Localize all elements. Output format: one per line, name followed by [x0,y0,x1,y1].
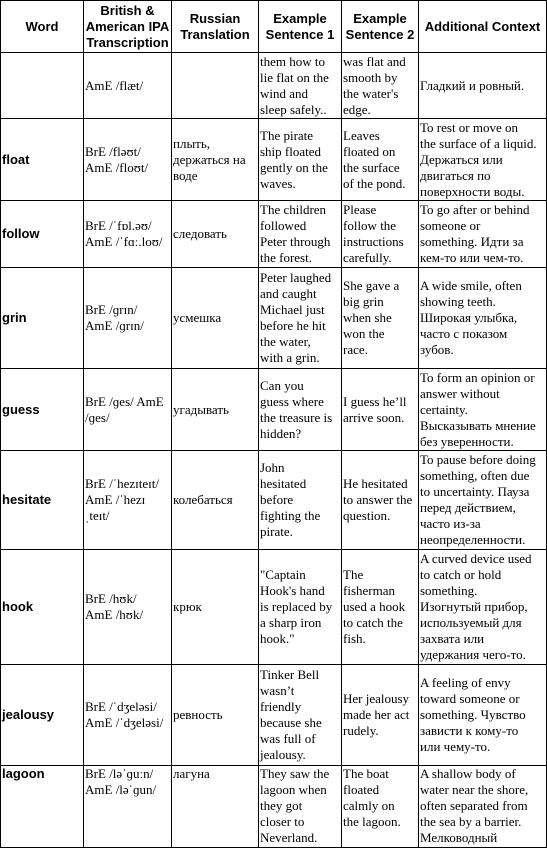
word-cell: float [1,119,84,201]
russian-cell: плыть, держаться на воде [172,119,259,201]
table-row [1,451,547,550]
table-row [1,119,547,201]
ipa-cell: AmE /flæt/ [84,53,172,119]
context-cell: A shallow body of water near the shore, often separated from the sea by a barrier. Мелководный [419,766,547,848]
table-row [1,369,547,451]
ipa-cell: BrE /ˈhezɪteɪt/ AmE /ˈhezɪ ˌteɪt/ [84,451,172,550]
context-cell: A curved device used to catch or hold something. Изогнутый прибор, используемый для захвата или удержания чего-то. [419,550,547,665]
word-cell: hook [1,550,84,665]
header-row [1,1,547,53]
context-cell: A wide smile, often showing teeth. Широкая улыбка, часто с показом зубов. [419,268,547,369]
context-cell: To go after or behind someone or something. Идти за кем-то или чем-то. [419,201,547,268]
header-context: Additional Context [419,1,547,53]
russian-cell: ревность [172,665,259,766]
word-cell: grin [1,268,84,369]
word-cell: lagoon [1,766,84,848]
sentence-2-cell: The boat floated calmly on the lagoon. [342,766,419,848]
sentence-2-cell: He hesitated to answer the question. [342,451,419,550]
sentence-2-cell: I guess he’ll arrive soon. [342,369,419,451]
header-ipa: British & American IPA Transcription [84,1,172,53]
context-cell: To pause before doing something, often due to uncertainty. Пауза перед действием, часто из-за неопределенности. [419,451,547,550]
ipa-cell: BrE /ˈfɒl.əʊ/ AmE /ˈfɑː.loʊ/ [84,201,172,268]
table-row [1,766,547,848]
sentence-1-cell: Tinker Bell wasn’t friendly because she was full of jealousy. [259,665,342,766]
context-cell: To rest or move on the surface of a liquid. Держаться или двигаться по поверхности воды. [419,119,547,201]
header-sentence-1: Example Sentence 1 [259,1,342,53]
russian-cell: колебаться [172,451,259,550]
sentence-2-cell: Her jealousy made her act rudely. [342,665,419,766]
table-row [1,53,547,119]
russian-cell: угадывать [172,369,259,451]
russian-cell: крюк [172,550,259,665]
sentence-1-cell: them how to lie flat on the wind and sleep safely.. [259,53,342,119]
russian-cell: следовать [172,201,259,268]
table-row [1,268,547,369]
sentence-1-cell: Can you guess where the treasure is hidden? [259,369,342,451]
sentence-2-cell: Leaves floated on the surface of the pond. [342,119,419,201]
sentence-1-cell: They saw the lagoon when they got closer to Neverland. [259,766,342,848]
word-cell: guess [1,369,84,451]
word-cell: follow [1,201,84,268]
russian-cell [172,53,259,119]
ipa-cell: BrE /hʊk/ AmE /hʊk/ [84,550,172,665]
table-row [1,665,547,766]
context-cell: Гладкий и ровный. [419,53,547,119]
header-sentence-2: Example Sentence 2 [342,1,419,53]
ipa-cell: BrE /ləˈɡuːn/ AmE /ləˈɡun/ [84,766,172,848]
sentence-1-cell: Peter laughed and caught Michael just before he hit the water, with a grin. [259,268,342,369]
ipa-cell: BrE /ɡes/ AmE /ɡes/ [84,369,172,451]
table-row [1,550,547,665]
word-cell: hesitate [1,451,84,550]
ipa-cell: BrE /ˈdʒeləsi/ AmE /ˈdʒeləsi/ [84,665,172,766]
ipa-cell: BrE /fləʊt/ AmE /floʊt/ [84,119,172,201]
table-row [1,201,547,268]
sentence-2-cell: Please follow the instructions carefully. [342,201,419,268]
sentence-1-cell: The pirate ship floated gently on the waves. [259,119,342,201]
russian-cell: усмешка [172,268,259,369]
word-cell [1,53,84,119]
sentence-2-cell: The fisherman used a hook to catch the fish. [342,550,419,665]
sentence-2-cell: She gave a big grin when she won the race. [342,268,419,369]
ipa-cell: BrE /ɡrɪn/ AmE /ɡrɪn/ [84,268,172,369]
sentence-2-cell: was flat and smooth by the water's edge. [342,53,419,119]
context-cell: To form an opinion or answer without certainty. Высказывать мнение без уверенности. [419,369,547,451]
sentence-1-cell: The children followed Peter through the forest. [259,201,342,268]
sentence-1-cell: John hesitated before fighting the pirate. [259,451,342,550]
header-russian: Russian Translation [172,1,259,53]
word-cell: jealousy [1,665,84,766]
russian-cell: лагуна [172,766,259,848]
header-word: Word [1,1,84,53]
sentence-1-cell: "Captain Hook's hand is replaced by a sharp iron hook." [259,550,342,665]
context-cell: A feeling of envy toward someone or something. Чувство зависти к кому-то или чему-то. [419,665,547,766]
